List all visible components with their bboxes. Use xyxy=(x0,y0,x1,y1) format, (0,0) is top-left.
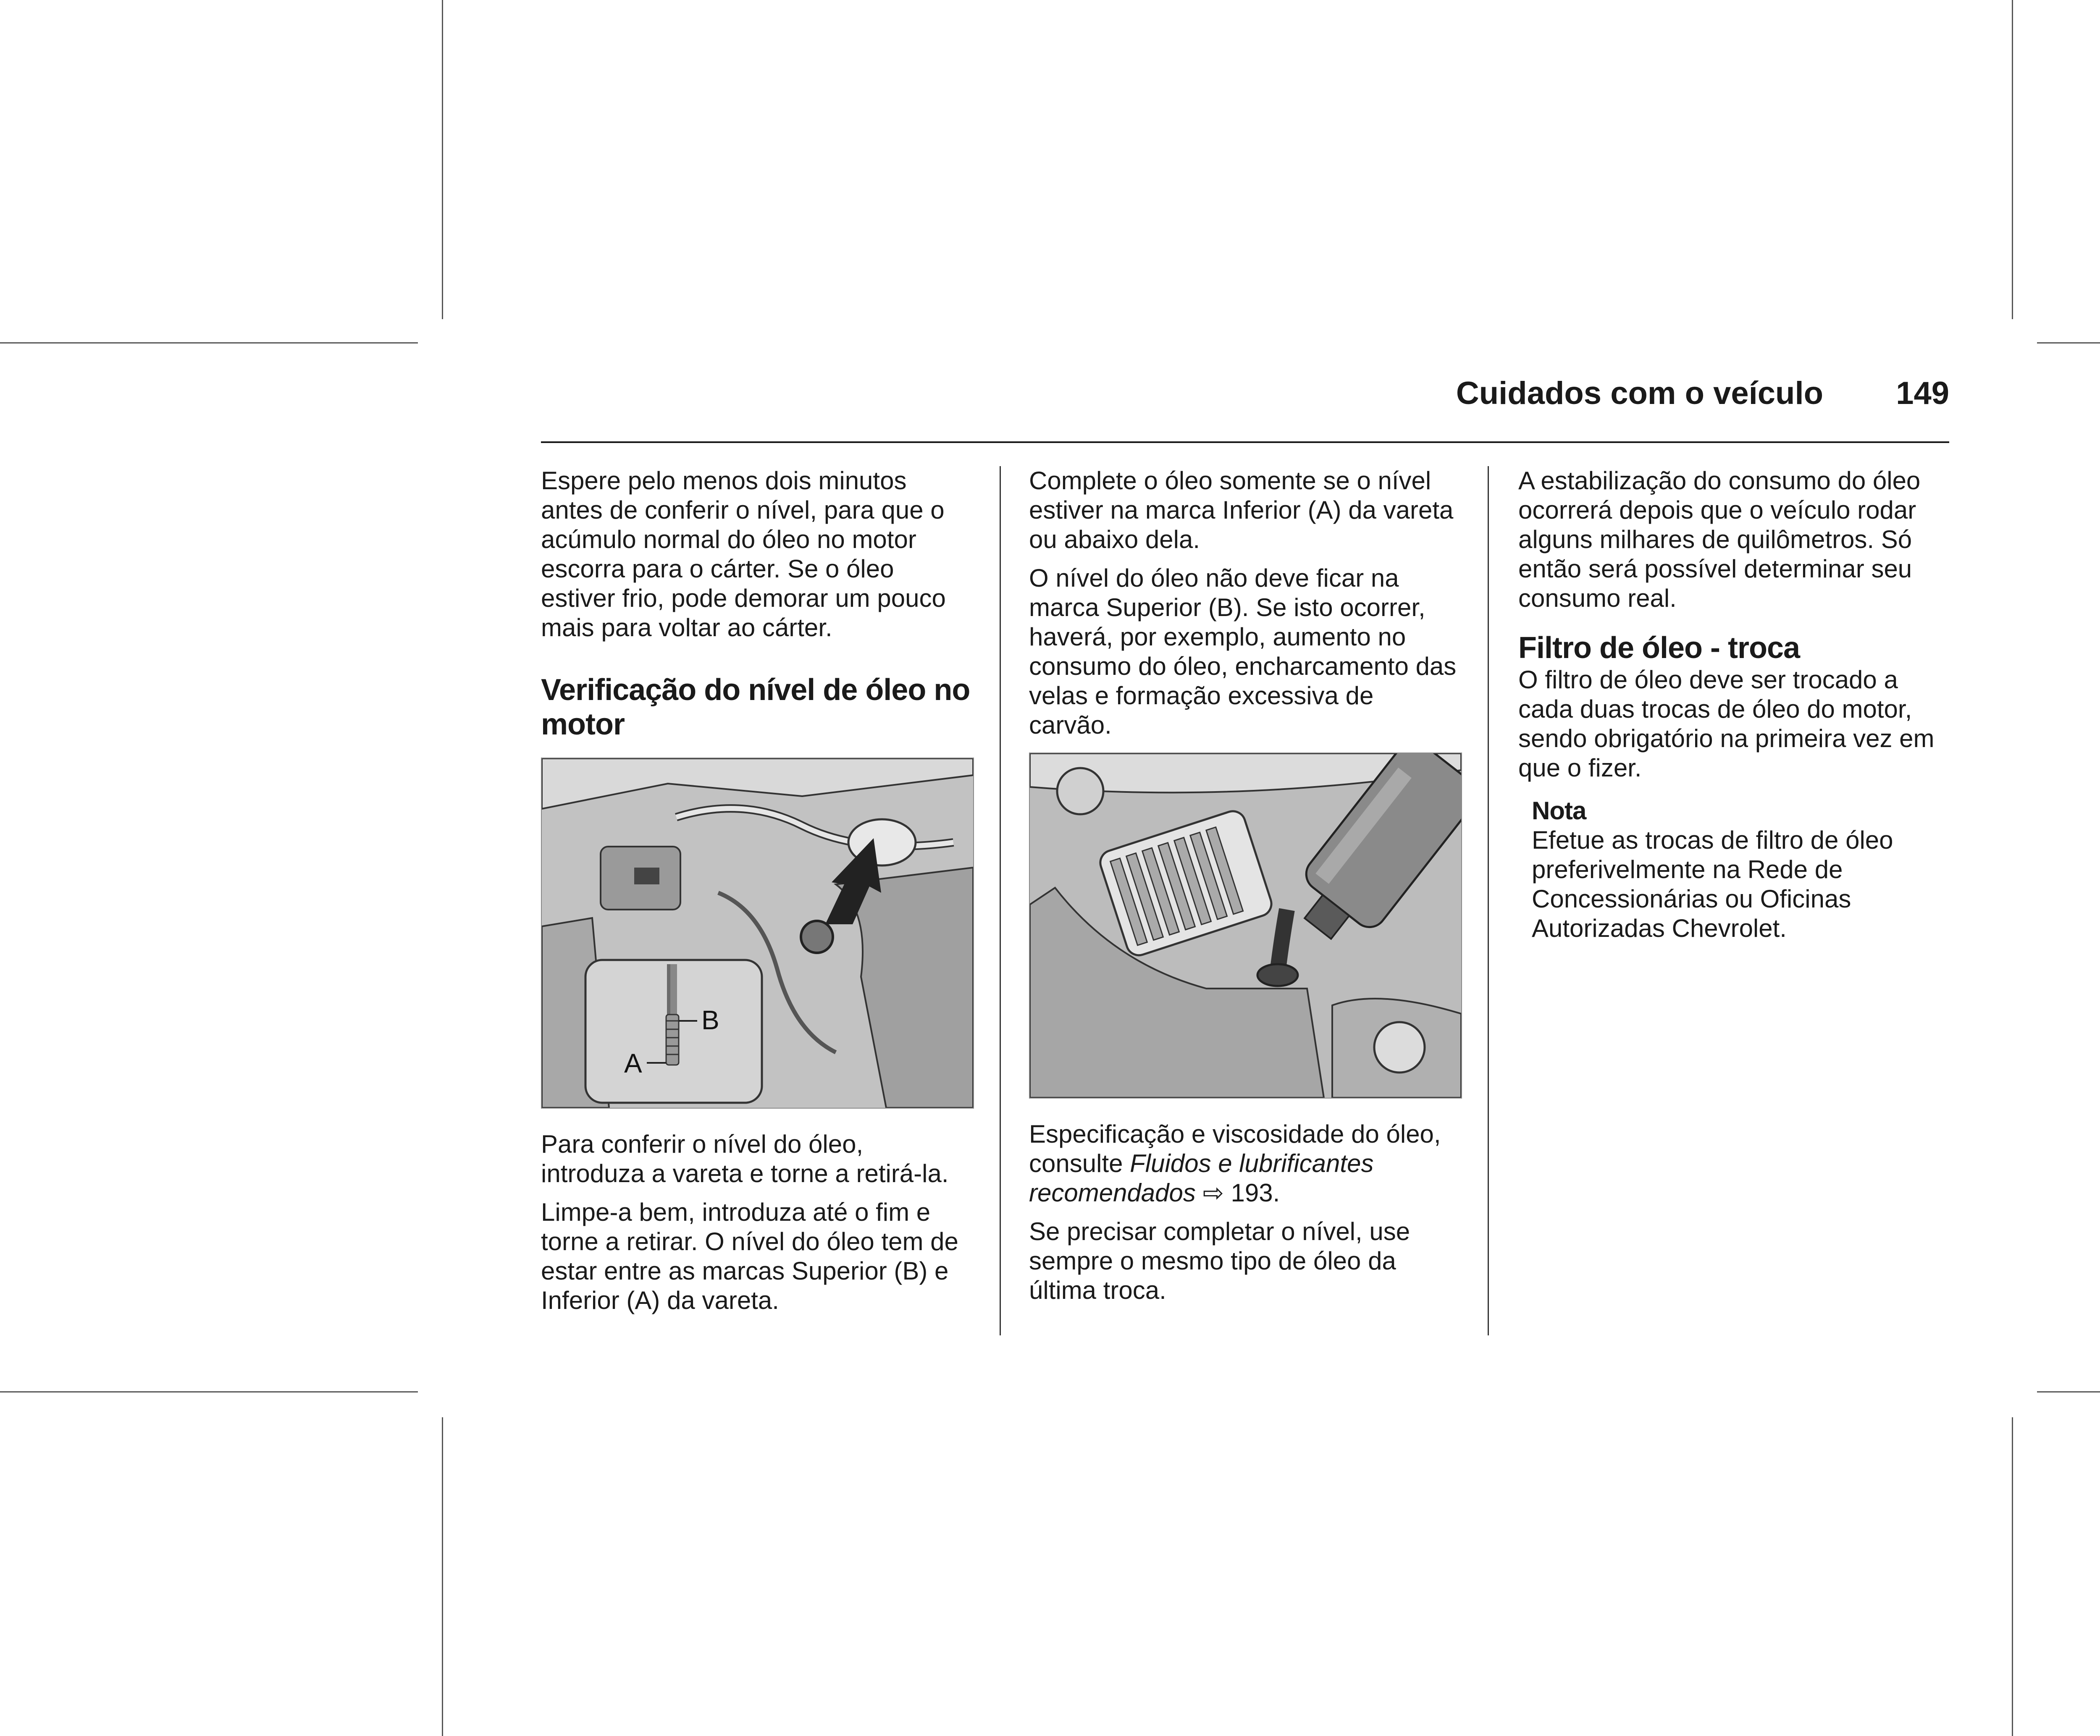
crop-mark xyxy=(2037,342,2100,344)
dipstick-label-upper: B xyxy=(701,1005,719,1035)
oil-pouring-image xyxy=(1030,753,1461,1098)
oil-check-heading: Verificação do nível de óleo no motor xyxy=(541,673,970,741)
note-title: Nota xyxy=(1532,797,1586,825)
paragraph: O nível do óleo não deve ficar na marca Superior (B). Se isto ocorrer, haverá, por exemplo, aumento no consumo do óleo, encharcamento das velas e formação excessiva de carvão. xyxy=(1029,564,1457,739)
oil-pouring-illustration xyxy=(1029,753,1462,1099)
fluids-reference-link[interactable]: Fluidos e lubrificantes recomendados xyxy=(1029,1149,1374,1207)
oil-filter-heading: Filtro de óleo - troca xyxy=(1518,631,1800,665)
engine-illustration xyxy=(542,758,973,1108)
column-divider xyxy=(1000,466,1001,1335)
spec-text: Especificação e viscosidade do óleo, consulte xyxy=(1029,1120,1441,1177)
paragraph: Limpe-a bem, introduza até o fim e torne a retirar. O nível do óleo tem de estar entre as marcas Superior (B) e Inferior (A) da vareta. xyxy=(541,1198,958,1314)
column-2 xyxy=(1029,466,1462,1314)
crop-mark xyxy=(442,0,443,319)
header-rule xyxy=(541,441,1949,443)
paragraph: Se precisar completar o nível, use sempre o mesmo tipo de óleo da última troca. xyxy=(1029,1217,1410,1304)
crop-mark xyxy=(2037,1391,2100,1392)
note-box xyxy=(1532,796,1951,943)
page-header xyxy=(541,370,1949,420)
paragraph: Complete o óleo somente se o nível estiver na marca Inferior (A) da vareta ou abaixo dela. xyxy=(1029,467,1454,553)
crop-mark xyxy=(0,342,418,344)
crop-mark xyxy=(442,1417,443,1736)
dipstick-label-lower: A xyxy=(624,1048,642,1078)
column-1 xyxy=(541,466,974,1324)
paragraph: A estabilização do consumo do óleo ocorrerá depois que o veículo rodar alguns milhares de quilômetros. Só então será possível determinar seu consumo real. xyxy=(1518,467,1921,612)
column-3 xyxy=(1518,466,1951,943)
column-divider xyxy=(1488,466,1489,1335)
paragraph xyxy=(1029,1120,1462,1208)
dipstick-engine-illustration xyxy=(541,758,974,1109)
page-ref-arrow-icon: ⇨ xyxy=(1202,1179,1224,1207)
crop-mark xyxy=(2012,1417,2013,1736)
note-text: Efetue as trocas de filtro de óleo preferivelmente na Rede de Concessionárias ou Oficinas Autorizadas Chevrolet. xyxy=(1532,826,1893,942)
paragraph: O filtro de óleo deve ser trocado a cada duas trocas de óleo do motor, sendo obrigatório na primeira vez em que o fizer. xyxy=(1518,666,1935,782)
section-title: Cuidados com o veículo xyxy=(1456,375,1823,411)
page-ref-number: 193. xyxy=(1223,1179,1280,1207)
crop-mark xyxy=(2012,0,2013,319)
paragraph: Para conferir o nível do óleo, introduza a vareta e torne a retirá-la. xyxy=(541,1130,949,1188)
intro-paragraph: Espere pelo menos dois minutos antes de conferir o nível, para que o acúmulo normal do óleo no motor escorra para o cárter. Se o óleo estiver frio, pode demorar um pouco mais para voltar ao cárter. xyxy=(541,467,946,642)
crop-mark xyxy=(0,1391,418,1392)
page-number: 149 xyxy=(1896,375,1949,411)
